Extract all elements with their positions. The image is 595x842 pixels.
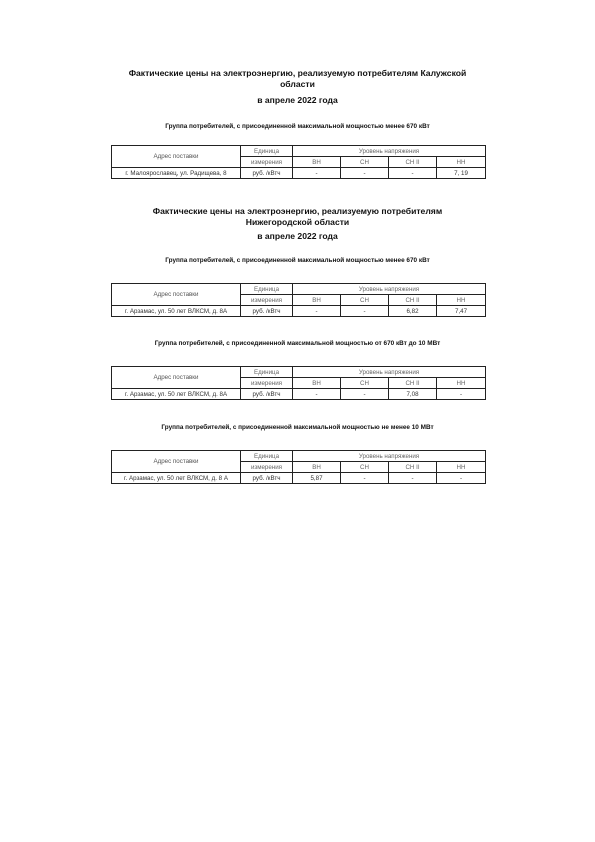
unit-header: Единица <box>241 367 293 378</box>
section-period-kaluga: в апреле 2022 года <box>257 95 338 105</box>
row-unit: руб. /кВтч <box>241 473 293 484</box>
price-table-kaluga <box>111 145 486 179</box>
price-vn: - <box>293 389 341 400</box>
title-line-1: Фактические цены на электроэнергию, реализуемую потребителям <box>152 206 443 216</box>
voltage-level-vn: ВН <box>293 295 341 306</box>
unit-header-2: измерения <box>241 295 293 306</box>
price-table-nizhny-medium <box>111 366 486 400</box>
voltage-header: Уровень напряжения <box>293 146 486 157</box>
row-unit: руб. /кВтч <box>241 306 293 317</box>
voltage-level-sn2: СН II <box>389 157 437 168</box>
row-address: г. Арзамас, ул. 50 лет ВЛКСМ, д. 8А <box>112 389 241 400</box>
table-row <box>112 473 486 484</box>
voltage-level-vn: ВН <box>293 157 341 168</box>
voltage-header: Уровень напряжения <box>293 284 486 295</box>
voltage-header: Уровень напряжения <box>293 367 486 378</box>
voltage-level-sn: СН <box>341 295 389 306</box>
price-sn: - <box>341 473 389 484</box>
consumer-group-label: Группа потребителей, с присоединенной максимальной мощностью от 670 кВт до 10 МВт <box>154 340 441 347</box>
price-nn: 7,47 <box>437 306 486 317</box>
price-vn: - <box>293 168 341 179</box>
voltage-level-sn: СН <box>341 378 389 389</box>
voltage-level-nn: НН <box>437 462 486 473</box>
voltage-level-vn: ВН <box>293 462 341 473</box>
table-row <box>112 389 486 400</box>
unit-header: Единица <box>241 451 293 462</box>
voltage-level-sn2: СН II <box>389 462 437 473</box>
voltage-level-nn: НН <box>437 157 486 168</box>
address-header: Адрес поставки <box>112 284 241 306</box>
price-sn2: 6,82 <box>389 306 437 317</box>
price-vn: - <box>293 306 341 317</box>
section-period-nizhny: в апреле 2022 года <box>257 231 338 241</box>
price-nn: 7, 19 <box>437 168 486 179</box>
address-header: Адрес поставки <box>112 367 241 389</box>
unit-header-2: измерения <box>241 157 293 168</box>
address-header: Адрес поставки <box>112 451 241 473</box>
unit-header-2: измерения <box>241 462 293 473</box>
price-table-nizhny-small <box>111 283 486 317</box>
price-sn2: - <box>389 168 437 179</box>
row-unit: руб. /кВтч <box>241 389 293 400</box>
title-line-2: области <box>280 78 315 89</box>
consumer-group-label: Группа потребителей, с присоединенной максимальной мощностью не менее 10 МВт <box>161 424 434 431</box>
voltage-level-sn2: СН II <box>389 378 437 389</box>
consumer-group-label: Группа потребителей, с присоединенной максимальной мощностью менее 670 кВт <box>165 257 430 264</box>
section-title-nizhny <box>60 206 535 227</box>
voltage-level-sn: СН <box>341 157 389 168</box>
unit-header-2: измерения <box>241 378 293 389</box>
row-unit: руб. /кВтч <box>241 168 293 179</box>
price-sn: - <box>341 389 389 400</box>
voltage-level-nn: НН <box>437 378 486 389</box>
voltage-level-vn: ВН <box>293 378 341 389</box>
row-address: г. Малоярославец, ул. Радищева, 8 <box>112 168 241 179</box>
voltage-header: Уровень напряжения <box>293 451 486 462</box>
consumer-group-label: Группа потребителей, с присоединенной максимальной мощностью менее 670 кВт <box>165 123 430 130</box>
price-sn: - <box>341 168 389 179</box>
row-address: г. Арзамас, ул. 50 лет ВЛКСМ, д. 8 А <box>112 473 241 484</box>
price-sn: - <box>341 306 389 317</box>
table-row <box>112 168 486 179</box>
price-nn: - <box>437 473 486 484</box>
voltage-level-nn: НН <box>437 295 486 306</box>
unit-header: Единица <box>241 284 293 295</box>
voltage-level-sn: СН <box>341 462 389 473</box>
address-header: Адрес поставки <box>112 146 241 168</box>
table-row <box>112 306 486 317</box>
row-address: г. Арзамас, ул. 50 лет ВЛКСМ, д. 8А <box>112 306 241 317</box>
price-sn2: - <box>389 473 437 484</box>
section-title-kaluga <box>60 68 535 89</box>
title-line-2: Нижегородской области <box>245 216 350 227</box>
voltage-level-sn2: СН II <box>389 295 437 306</box>
price-sn2: 7,08 <box>389 389 437 400</box>
title-line-1: Фактические цены на электроэнергию, реализуемую потребителям Калужской <box>128 68 467 78</box>
price-table-nizhny-large <box>111 450 486 484</box>
unit-header: Единица <box>241 146 293 157</box>
price-vn: 5,87 <box>293 473 341 484</box>
price-nn: - <box>437 389 486 400</box>
